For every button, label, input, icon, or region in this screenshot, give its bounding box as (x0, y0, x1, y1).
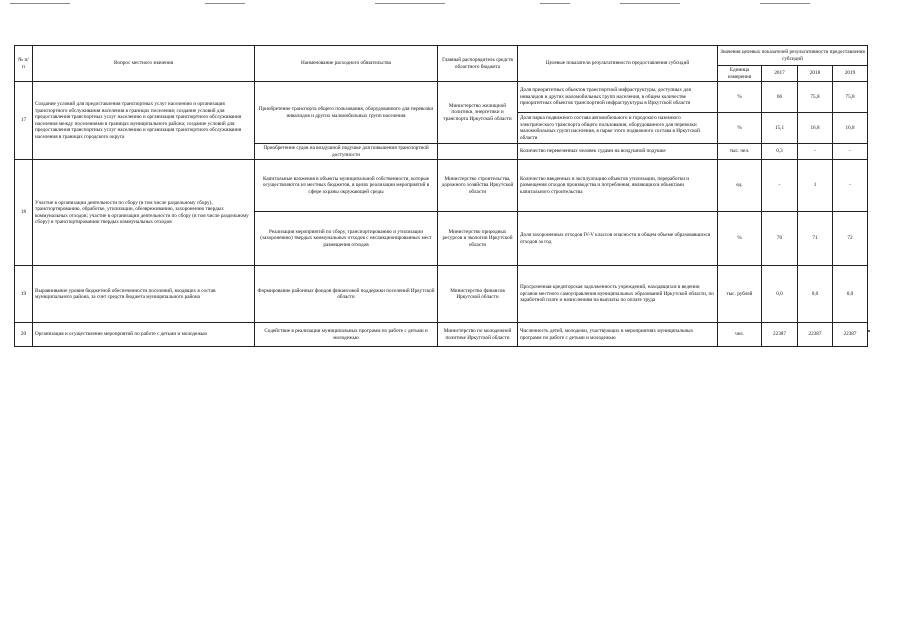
value-2019: 22387 (833, 323, 868, 347)
scan-artifact (760, 3, 810, 4)
table-row (15, 266, 868, 323)
scan-artifact (620, 3, 680, 4)
row-indicator: Доля парка подвижного состава автомобильного и городского наземного электрического транспорта общего пользования, оборудованного для перевозки маломобильных групп населения, в парке этого подвижного состава в Иркутской области (518, 113, 718, 144)
row-indicator: Численность детей, молодежи, участвующих в мероприятиях муниципальных программ по работе с детьми и молодежью (518, 323, 718, 347)
value-2019: - (833, 160, 868, 212)
scan-artifact (375, 3, 445, 4)
header-num: № п/п (15, 46, 33, 82)
row-indicator: Просроченная кредиторская задолженность учреждений, находящихся в ведении органов местного самоуправления муниципальных образований Иркутской области, по заработной плате и начислениям на выплаты по оплате труда (518, 266, 718, 323)
table-row (15, 160, 868, 212)
row-manager: Министерство по молодежной политике Иркутской области (438, 323, 518, 347)
value-2018: 1 (798, 160, 833, 212)
header-year: 2017 (762, 66, 798, 82)
value-2018: 75,8 (798, 82, 833, 113)
row-manager: Министерство финансов Иркутской области (438, 266, 518, 323)
row-unit: тыс. чел. (718, 144, 762, 160)
subsidy-indicators-table (14, 45, 868, 347)
header-values-group: Значения целевых показателей результативности предоставления субсидий (718, 46, 868, 66)
table-row (15, 323, 868, 347)
value-2018: 71 (798, 212, 833, 266)
row-question: Участие в организации деятельности по сбору (в том числе раздельному сбору), транспортированию, обработке, утилизации, обезвреживанию, захоронению твердых коммунальных отходов; участие в организации деятельности по сбору (в том числе раздельному сбору) и транспортированию твердых коммунальных отходов (33, 160, 255, 266)
row-indicator: Доля приоритетных объектов транспортной инфраструктуры, доступных для инвалидов и других маломобильных групп населения, в общем количестве приоритетных объектов транспортной инфраструктуры в Иркутской области (518, 82, 718, 113)
row-unit: % (718, 113, 762, 144)
value-2017: 15,1 (762, 113, 798, 144)
row-unit: чел. (718, 323, 762, 347)
row-indicator: Количество введенных в эксплуатацию объектов утилизации, переработки и размещения отходов производства и потребления, являющихся объектами капитального строительства (518, 160, 718, 212)
header-manager: Главный распорядитель средств областного бюджета (438, 46, 518, 82)
header-year: 2019 (833, 66, 868, 82)
scan-artifact (10, 3, 70, 4)
value-2019: 16,8 (833, 113, 868, 144)
header-expense: Наименование расходного обязательства (255, 46, 438, 82)
row-expense: Приобретение судов на воздушной подушке для повышения транспортной доступности (255, 144, 438, 160)
value-2019: - (833, 144, 868, 160)
row-expense: Формирование районных фондов финансовой поддержки поселений Иркутской области (255, 266, 438, 323)
row-manager: Министерство жилищной политики, энергетики и транспорта Иркутской области (438, 82, 518, 144)
row-expense: Приобретение транспорта общего пользования, оборудованного для перевозки инвалидов и других маломобильных групп населения (255, 82, 438, 144)
row-manager: Министерство строительства, дорожного хозяйства Иркутской области (438, 160, 518, 212)
value-2017: 0,3 (762, 144, 798, 160)
value-2018: 16,8 (798, 113, 833, 144)
header-year: 2018 (798, 66, 833, 82)
row-unit: тыс. рублей (718, 266, 762, 323)
value-2017: 66 (762, 82, 798, 113)
value-2019: 72 (833, 212, 868, 266)
row-question: Организация и осуществление мероприятий по работе с детьми и молодежью (33, 323, 255, 347)
row-number: 17 (15, 82, 33, 160)
value-2019: 75,8 (833, 82, 868, 113)
value-2018: - (798, 144, 833, 160)
value-2017: - (762, 160, 798, 212)
row-unit: % (718, 82, 762, 113)
value-2017: 0,0 (762, 266, 798, 323)
row-number: 18 (15, 160, 33, 266)
row-expense: Капитальные вложения в объекты муниципальной собственности, которые осуществляются из местных бюджетов, в целях реализации мероприятий в сфере охраны окружающей среды (255, 160, 438, 212)
value-2018: 0,0 (798, 266, 833, 323)
value-2017: 70 (762, 212, 798, 266)
row-unit: % (718, 212, 762, 266)
row-indicator: Количество перевезенных человек судами на воздушной подушке (518, 144, 718, 160)
row-question: Создание условий для предоставления транспортных услуг населению и организация транспортного обслуживания населения в границах поселения; создание условий для предоставления транспортных услуг населению и организация транспортного обслуживания населения между поселениями в границах муниципального района; создание условий для предоставления транспортных услуг населению и организация транспортного обслуживания населения в границах городского округа (33, 82, 255, 160)
row-number: 19 (15, 266, 33, 323)
row-question: Выравнивание уровня бюджетной обеспеченности поселений, входящих в состав муниципального района, за счет средств бюджета муниципального района (33, 266, 255, 323)
value-2018: 22387 (798, 323, 833, 347)
row-number: 20 (15, 323, 33, 347)
scan-artifact (205, 3, 245, 4)
value-2019: 0,0 (833, 266, 868, 323)
row-manager: Министерство природных ресурсов и экологии Иркутской области (438, 212, 518, 266)
row-expense: Реализация мероприятий по сбору, транспортированию и утилизации (захоронению) твердых коммунальных отходов с несанкционированных мест размещения отходов (255, 212, 438, 266)
header-unit: Единица измерения (718, 66, 762, 82)
header-question: Вопрос местного значения (33, 46, 255, 82)
scan-dot (868, 330, 870, 332)
header-indicators: Целевые показатели результативности предоставления субсидий (518, 46, 718, 82)
value-2017: 22387 (762, 323, 798, 347)
table-row (15, 82, 868, 113)
row-unit: ед. (718, 160, 762, 212)
row-manager-empty (438, 144, 518, 160)
row-expense: Содействие в реализации муниципальных программ по работе с детьми и молодежью (255, 323, 438, 347)
scan-artifact (540, 3, 570, 4)
row-indicator: Доля захороненных отходов IV-V классов опасности в общем объеме образовавшихся отходов за год (518, 212, 718, 266)
table-header-row (15, 46, 868, 66)
